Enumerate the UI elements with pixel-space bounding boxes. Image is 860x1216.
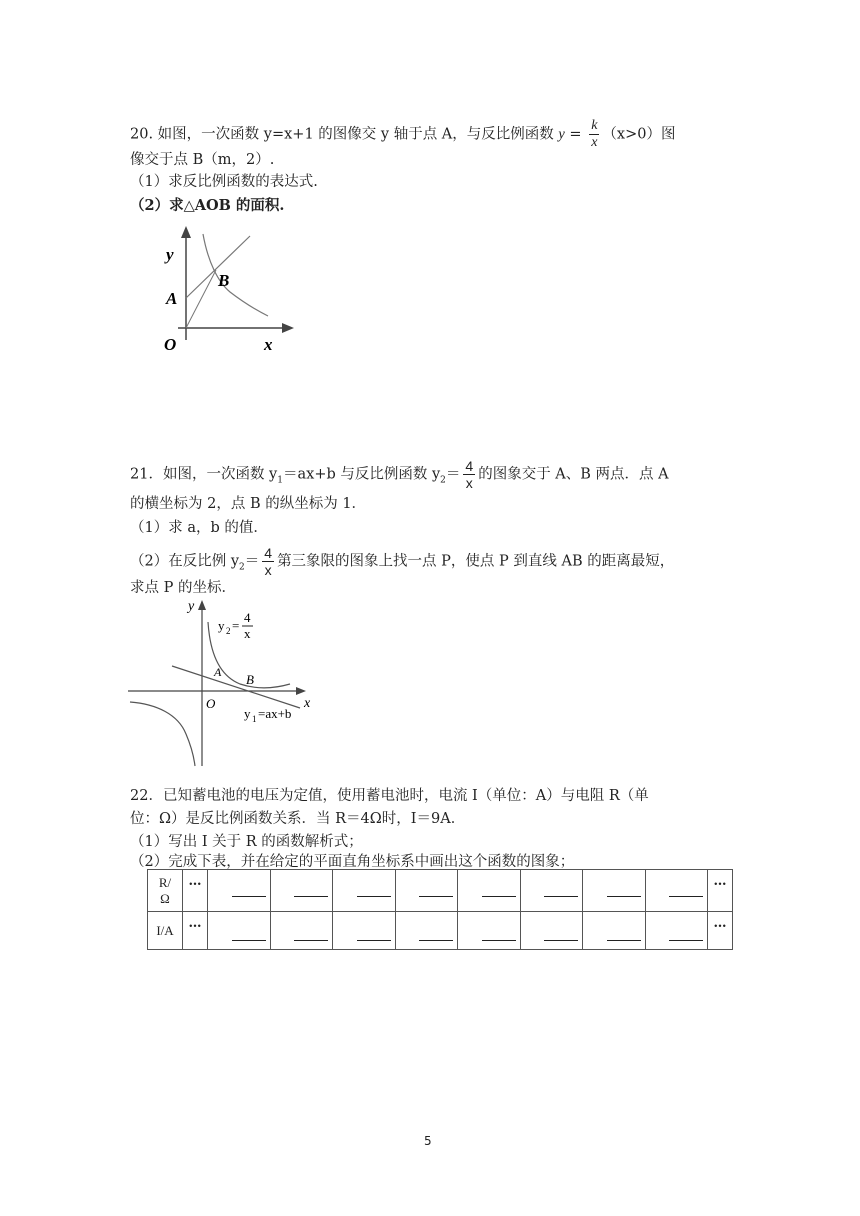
q22-r-blank-2[interactable]	[270, 870, 333, 912]
q21-frac-num: 4	[465, 458, 474, 474]
q20-line1-text: 20. 如图，一次函数 y=x+1 的图像交 y 轴于点 A，与反比例函数	[130, 126, 554, 143]
q21-y2-den: x	[244, 626, 251, 641]
q21-part2-frac-den: x	[264, 562, 272, 578]
q22-row-r-header	[148, 870, 183, 912]
q21-part2-line1	[130, 545, 674, 578]
page-number: 5	[424, 1134, 432, 1148]
q21-y2-num: 4	[244, 610, 251, 625]
q21-o-label: O	[206, 696, 216, 711]
q22-r-blank-3[interactable]	[333, 870, 396, 912]
q20-segment-ob	[186, 270, 216, 328]
q21-y2-sub: 2	[226, 626, 231, 636]
q22-r-header-b: Ω	[160, 890, 170, 906]
q21-x-arrow-icon	[296, 687, 306, 695]
q21-part1: （1）求 a，b 的值．	[130, 520, 268, 536]
q21-line1-eq: ＝	[445, 466, 461, 483]
q21-fraction	[463, 458, 475, 491]
q22-i-blank-3[interactable]	[333, 912, 396, 950]
q20-hyperbola-graph	[203, 234, 268, 316]
q21-y-arrow-icon	[198, 600, 206, 610]
q21-hyperbola-q3	[130, 702, 195, 766]
q22-row-i-header: I/A	[148, 912, 183, 950]
q22-i-blank-1[interactable]	[208, 912, 271, 950]
q20-a-label: A	[166, 289, 178, 308]
q22-i-blank-6[interactable]	[520, 912, 583, 950]
q22-i-blank-5[interactable]	[458, 912, 521, 950]
q20-y-var: y	[558, 126, 565, 143]
q20-y-label: y	[166, 245, 174, 264]
q21-b-label: B	[246, 672, 254, 687]
q22-r-blank-5[interactable]	[458, 870, 521, 912]
q21-y1-sub: 1	[252, 714, 257, 724]
q21-part2-sub: 2	[239, 562, 245, 573]
q22-table	[147, 869, 733, 950]
q22-i-blank-4[interactable]	[395, 912, 458, 950]
q22-i-blank-2[interactable]	[270, 912, 333, 950]
q21-y1-eq: =ax+b	[258, 706, 292, 721]
q22-part1: （1）写出 I 关于 R 的函数解析式；	[130, 834, 363, 850]
q21-y2-y: y	[218, 618, 225, 633]
q22-r-header-a: R/	[158, 874, 172, 890]
q21-a-label: A	[214, 665, 222, 679]
q20-part2: （2）求△AOB 的面积.	[130, 197, 285, 214]
q21-y1-y: y	[244, 706, 251, 721]
q21-frac-den: x	[465, 475, 473, 491]
q21-part2-text-c: 第三象限的图象上找一点 P，使点 P 到直线 AB 的距离最短，	[277, 553, 675, 570]
q22-r-blank-8[interactable]	[645, 870, 708, 912]
q22-r-blank-4[interactable]	[395, 870, 458, 912]
q20-frac-num: k	[591, 118, 598, 133]
q20-condition: （x>0）图	[602, 126, 676, 143]
q22-i-blank-8[interactable]	[645, 912, 708, 950]
q22-line2: 位：Ω）是反比例函数关系．当 R＝4Ω时，I＝9A．	[130, 811, 466, 827]
q22-row-i	[148, 912, 733, 950]
q22-r-blank-6[interactable]	[520, 870, 583, 912]
q20-x-arrow-icon	[282, 323, 294, 333]
q20-y-arrow-icon	[181, 226, 191, 238]
q21-part2-eq: ＝	[244, 553, 260, 570]
q21-line1	[130, 458, 669, 491]
q20-part1: （1）求反比例函数的表达式.	[130, 174, 318, 190]
q21-line1-sub2: 2	[440, 475, 446, 486]
q21-y1-label	[244, 706, 291, 724]
q21-y2-label	[218, 610, 253, 641]
q21-line1-text-d: 的图象交于 A、B 两点．点 A	[478, 466, 669, 483]
q22-i-blank-7[interactable]	[583, 912, 646, 950]
q21-line1-text-b: ＝ax+b 与反比例函数 y	[283, 466, 441, 483]
q20-equals: =	[564, 126, 587, 143]
q21-x-label: x	[304, 696, 311, 711]
q20-line1	[130, 118, 675, 151]
q22-r-blank-1[interactable]	[208, 870, 271, 912]
q22-row-r	[148, 870, 733, 912]
q22-line1: 22．已知蓄电池的电压为定值，使用蓄电池时，电流 I（单位：A）与电阻 R（单	[130, 788, 649, 804]
q20-b-label: B	[218, 271, 230, 290]
q21-line1-sub1: 1	[277, 475, 283, 486]
q20-o-label: O	[164, 335, 177, 354]
q22-part2: （2）完成下表，并在给定的平面直角坐标系中画出这个函数的图象；	[130, 854, 575, 870]
q22-i-dots-end: …	[708, 912, 733, 950]
q22-i-dots-start: …	[183, 912, 208, 950]
q21-part2-text-a: （2）在反比例 y	[130, 553, 240, 570]
q22-r-dots-end: …	[708, 870, 733, 912]
q22-r-dots-start: …	[183, 870, 208, 912]
q20-figure	[158, 222, 298, 362]
q21-line1-text-a: 21．如图，一次函数 y	[130, 466, 278, 483]
q21-y2-eq: =	[232, 618, 240, 633]
q21-part2-line2: 求点 P 的坐标．	[130, 580, 236, 596]
q20-frac-den: x	[591, 135, 598, 150]
q21-y-label: y	[188, 599, 195, 614]
q20-fraction	[589, 118, 599, 151]
q21-figure	[128, 594, 328, 774]
q22-r-blank-7[interactable]	[583, 870, 646, 912]
q21-part2-frac-num: 4	[264, 545, 273, 561]
q20-line2: 像交于点 B（m，2）.	[130, 152, 275, 168]
q21-line2: 的横坐标为 2，点 B 的纵坐标为 1．	[130, 496, 367, 512]
q20-x-label: x	[264, 335, 273, 354]
q21-part2-fraction	[262, 545, 274, 578]
q21-linear-graph	[172, 666, 300, 708]
